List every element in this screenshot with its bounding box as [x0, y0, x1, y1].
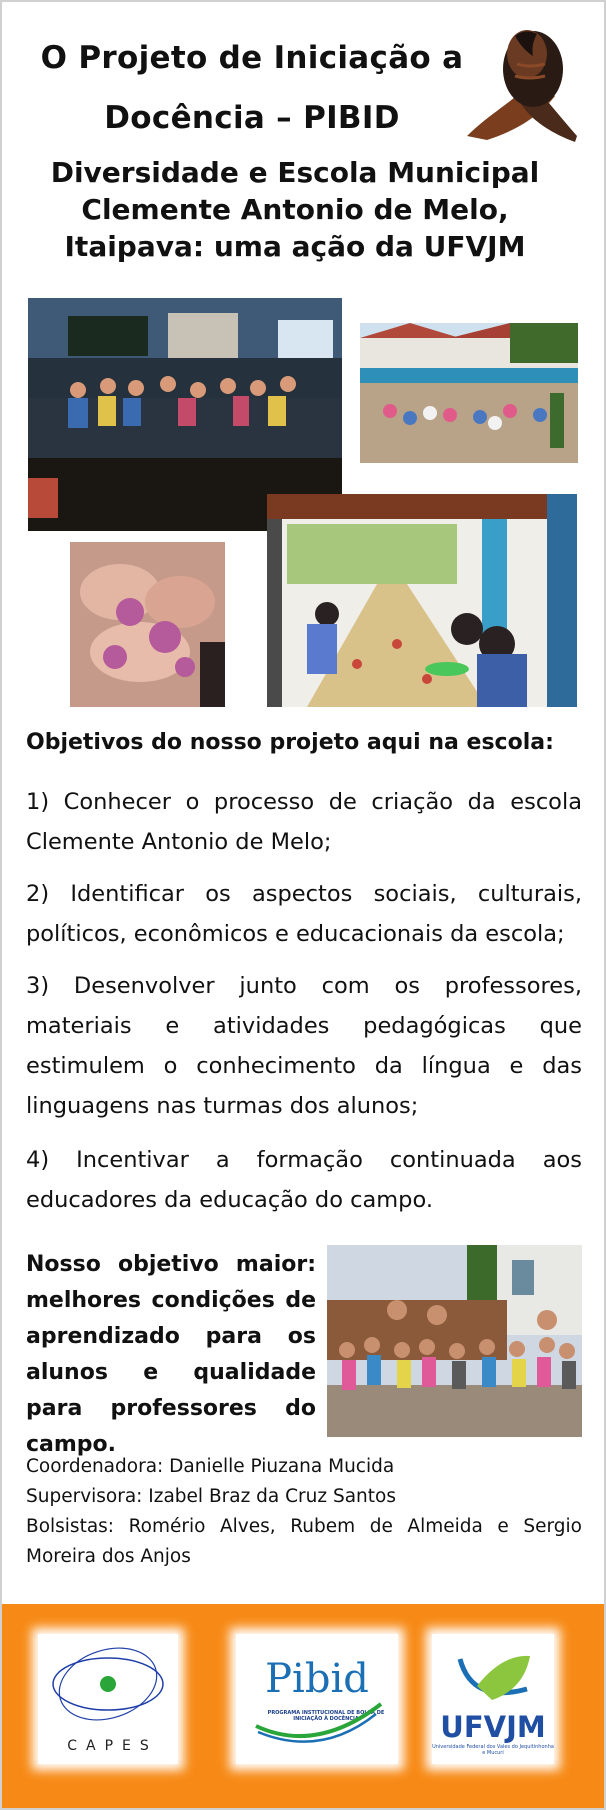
capes-label: CAPES [67, 1738, 158, 1754]
title-line-2: Docência – PIBID [104, 100, 400, 136]
supervisor-text: Supervisora: Izabel Braz da Cruz Santos [26, 1486, 396, 1507]
coordinator-text: Coordenadora: Danielle Piuzana Mucida [26, 1456, 395, 1477]
ufvjm-university-label: Universidade Federal dos Vales do Jequitinhonha e Mucuri [432, 1744, 554, 1756]
pibid-logo [236, 1634, 398, 1764]
objective-item-3: 3) Desenvolver junto com os professores, materiais e atividades pedagógicas que estimulem o conhecimento da língua e das linguagens nas turmas dos alunos; [26, 973, 582, 1119]
objective-item-4: 4) Incentivar a formação continuada aos educadores da educação do campo. [26, 1147, 582, 1213]
hands-clay-photo [70, 542, 225, 707]
subtitle-line-3: Itaipava: uma ação da UFVJM [64, 230, 526, 263]
pibid-label: Pibid [265, 1656, 369, 1702]
objective-item-2: 2) Identificar os aspectos sociais, culturais, políticos, econômicos e educacionais da escola; [26, 881, 582, 947]
pibid-program-label: PROGRAMA INSTITUCIONAL DE BOLSA DE INICIAÇÃO À DOCÊNCIA [267, 1710, 385, 1722]
objectives-heading: Objetivos do nosso projeto aqui na escola: [26, 730, 554, 755]
fellows-text: Bolsistas: Romério Alves, Rubem de Almeida e Sergio Moreira dos Anjos [26, 1516, 582, 1567]
major-goal-text: Nosso objetivo maior: melhores condições de aprendizado para os alunos e qualidade para professores do campo. [26, 1252, 316, 1457]
clasped-hands-photo [457, 24, 587, 144]
schoolyard-children-photo [360, 323, 578, 463]
subtitle-line-2: Clemente Antonio de Melo, [81, 193, 509, 226]
objective-item-1: 1) Conhecer o processo de criação da escola Clemente Antonio de Melo; [26, 789, 582, 855]
ufvjm-label: UFVJM [440, 1710, 546, 1744]
cafeteria-children-photo [267, 494, 577, 707]
subtitle-line-1: Diversidade e Escola Municipal [50, 156, 540, 189]
logo-footer [2, 1604, 604, 1808]
group-outdoor-photo [327, 1245, 582, 1437]
credits [26, 1452, 582, 1572]
title-line-1: O Projeto de Iniciação a [40, 40, 464, 76]
capes-logo [38, 1634, 178, 1764]
ufvjm-logo [432, 1634, 554, 1764]
